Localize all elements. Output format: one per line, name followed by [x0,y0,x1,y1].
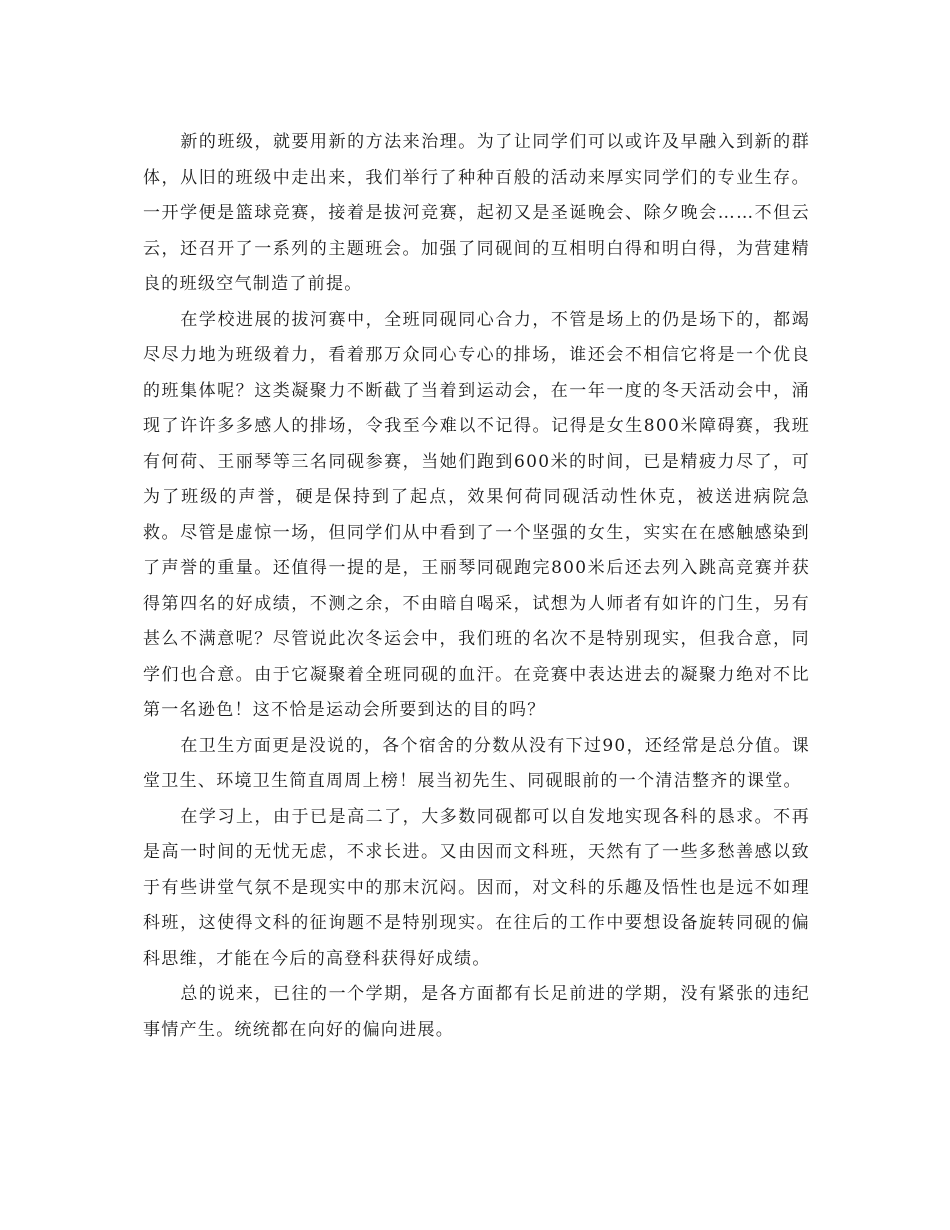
paragraph-hygiene: 在卫生方面更是没说的，各个宿舍的分数从没有下过90，还经常是总分值。课堂卫生、环境卫生简直周周上榜！展当初先生、同砚眼前的一个清洁整齐的课堂。 [143,735,810,791]
paragraph-intro: 新的班级，就要用新的方法来治理。为了让同学们可以或许及早融入到新的群体，从旧的班级中走出来，我们举行了种种百般的活动来厚实同学们的专业生存。一开学便是篮球竞赛，接着是拔河竞赛，起初又是圣诞晚会、除夕晚会……不但云云，还召开了一系列的主题班会。加强了同砚间的互相明白得和明白得，为营建精良的班级空气制造了前提。 [143,132,810,294]
paragraph-study: 在学习上，由于已是高二了，大多数同砚都可以自发地实现各科的恳求。不再是高一时间的无忧无虑，不求长进。又由因而文科班，天然有了一些多愁善感以致于有些讲堂气氛不是现实中的那末沉闷。因而，对文科的乐趣及悟性也是远不如理科班，这使得文科的征询题不是特别现实。在往后的工作中要想设备旋转同砚的偏科思维，才能在今后的高登科获得好成绩。 [143,806,810,969]
paragraph-summary: 总的说来，已往的一个学期，是各方面都有长足前进的学期，没有紧张的违纪事情产生。统统都在向好的偏向进展。 [143,984,810,1040]
document-page [143,125,810,1048]
paragraph-tug-of-war: 在学校进展的拔河赛中，全班同砚同心合力，不管是场上的仍是场下的，都竭尽尽力地为班级着力，看着那万众同心专心的排场，谁还会不相信它将是一个优良的班集体呢？这类凝聚力不断截了当着到运动会，在一年一度的冬天活动会中，涌现了许许多多感人的排场，令我至今难以不记得。记得是女生800米障碍赛，我班有何荷、王丽琴等三名同砚参赛，当她们跑到600米的时间，已是精疲力尽了，可为了班级的声誉，硬是保持到了起点，效果何荷同砚活动性休克，被送进病院急救。尽管是虚惊一场，但同学们从中看到了一个坚强的女生，实实在在感触感染到了声誉的重量。还值得一提的是，王丽琴同砚跑完800米后还去列入跳高竞赛并获得第四名的好成绩，不测之余，不由暗自喝采，试想为人师者有如许的门生，另有甚么不满意呢？尽管说此次冬运会中，我们班的名次不是特别现实，但我合意，同学们也合意。由于它凝聚着全班同砚的血汗。在竞赛中表达进去的凝聚力绝对不比第一名逊色！这不恰是运动会所要到达的目的吗？ [143,309,810,720]
